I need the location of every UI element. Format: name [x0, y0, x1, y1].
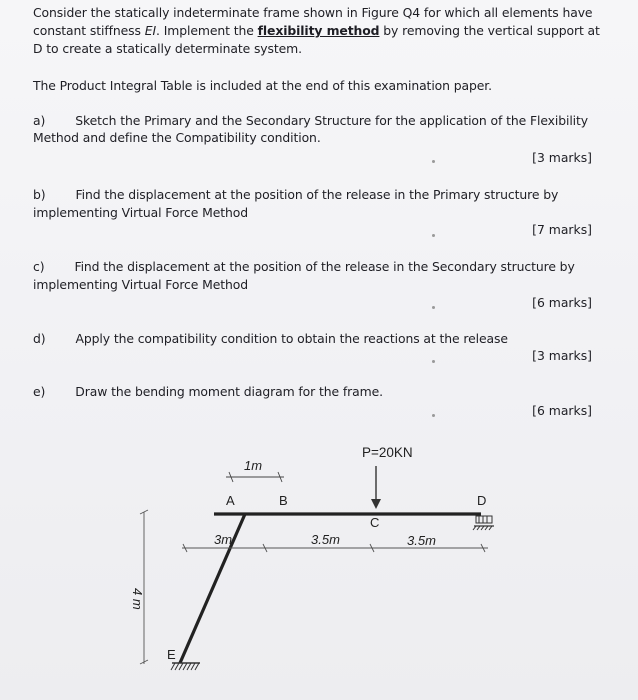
intro-line-3: D to create a statically determinate system.	[33, 41, 302, 56]
question-label: d)	[33, 331, 46, 346]
roller-support-d	[473, 516, 494, 530]
question-text: Find the displacement at the position of the release in the Primary structure by	[75, 187, 559, 202]
question-label: c)	[33, 259, 45, 274]
flexibility-method-term: flexibility method	[257, 23, 380, 38]
load-label: P=20KN	[362, 445, 413, 460]
question-label: a)	[33, 113, 46, 128]
point-b-label: B	[279, 493, 288, 508]
dim-3-5m-label-right: 3.5m	[407, 533, 436, 548]
intro-text: . Implement the	[156, 23, 258, 38]
question-a-marks: [3 marks]	[532, 150, 592, 165]
question-label: e)	[33, 384, 46, 399]
ei-term: EI	[144, 23, 157, 38]
load-arrow	[371, 466, 381, 509]
dim-1m-label: 1m	[244, 458, 263, 473]
product-table-note: The Product Integral Table is included at the end of this examination paper.	[33, 78, 492, 93]
point-e-label: E	[167, 647, 176, 662]
question-e-marks: [6 marks]	[532, 403, 592, 418]
vertical-dimension-line	[140, 510, 148, 664]
question-text: Draw the bending moment diagram for the frame.	[75, 384, 383, 399]
question-b-marks: [7 marks]	[532, 222, 592, 237]
question-b-line-2: implementing Virtual Force Method	[33, 205, 249, 220]
dim-3m-label: 3m	[214, 532, 233, 547]
intro-text: by removing the vertical support at	[379, 23, 600, 38]
question-label: b)	[33, 187, 46, 202]
inclined-member	[180, 514, 245, 663]
question-c-line-2: implementing Virtual Force Method	[33, 277, 249, 292]
fixed-support-e	[171, 663, 200, 670]
intro-text: constant stiffness	[33, 23, 145, 38]
dim-3-5m-label-left: 3.5m	[311, 532, 340, 547]
question-a-line-2: Method and define the Compatibility condition.	[33, 130, 321, 145]
question-text: Find the displacement at the position of the release in the Secondary structure by	[74, 259, 575, 274]
question-text: Sketch the Primary and the Secondary Structure for the application of the Flexibility	[75, 113, 588, 128]
question-text: Apply the compatibility condition to obtain the reactions at the release	[75, 331, 508, 346]
point-d-label: D	[477, 493, 487, 508]
dim-4m-label: 4 m	[130, 588, 145, 610]
intro-line-1: Consider the statically indeterminate frame shown in Figure Q4 for which all elements have	[33, 5, 593, 20]
question-d-marks: [3 marks]	[532, 348, 592, 363]
point-c-label: C	[370, 515, 380, 530]
question-c-marks: [6 marks]	[532, 295, 592, 310]
point-a-label: A	[226, 493, 235, 508]
dim-1m-line	[226, 472, 284, 482]
